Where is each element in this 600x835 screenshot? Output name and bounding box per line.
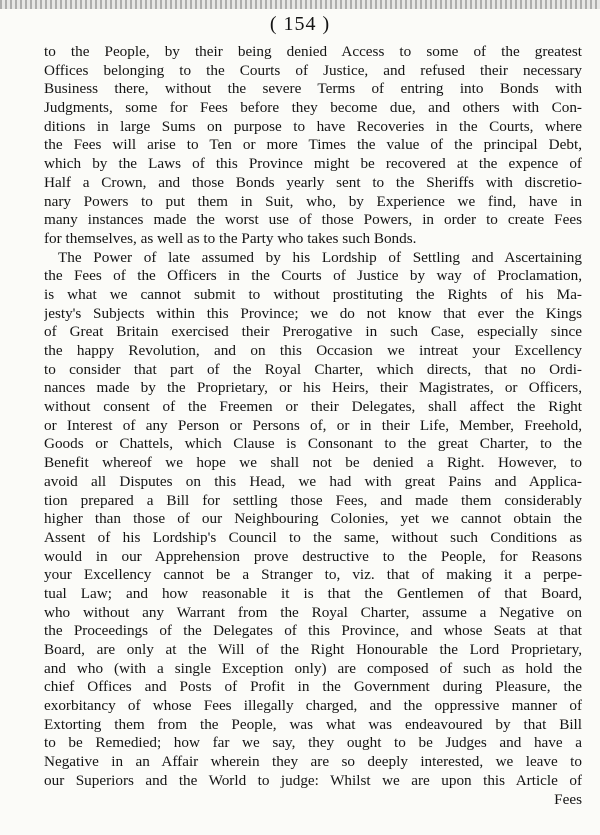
text-line: would in our Apprehension prove destructive to the People, for Reasons	[44, 547, 582, 565]
text-line: for themselves, as well as to the Party who takes such Bonds.	[44, 229, 417, 247]
text-line: which by the Laws of this Province might be recovered at the expence of	[44, 155, 582, 173]
text-line: The Power of late assumed by his Lordship of Settling and Ascertaining	[58, 248, 582, 266]
text-line: nances made by the Proprietary, or his Heirs, their Magistrates, or Officers,	[44, 379, 582, 397]
text-line: Half a Crown, and those Bonds yearly sent to the Sheriffs with discretio-	[44, 173, 582, 191]
text-line: chief Offices and Posts of Profit in the Government during Pleasure, the	[44, 678, 582, 696]
text-line: our Superiors and the World to judge: Whilst we are upon this Article of	[44, 771, 582, 789]
text-line: Business there, without the severe Terms of entring into Bonds with	[44, 80, 582, 98]
text-line: the Proceedings of the Delegates of this Province, and whose Seats at that	[44, 622, 582, 640]
text-line: the Fees of the Officers in the Courts of Justice by way of Proclamation,	[44, 267, 582, 285]
text-line: Offices belonging to the Courts of Justice, and refused their necessary	[44, 61, 582, 79]
scan-header-strip	[0, 0, 600, 9]
text-line: tion prepared a Bill for settling those Fees, and made them considerably	[44, 491, 582, 509]
text-line: Board, are only at the Will of the Right Honourable the Lord Proprietary,	[44, 641, 582, 658]
text-line: without consent of the Freemen or their Delegates, shall affect the Right	[44, 398, 582, 416]
text-line: higher than those of our Neighbouring Colonies, yet we cannot obtain the	[44, 510, 582, 528]
text-line: Extorting them from the People, was what was endeavoured by that Bill	[44, 715, 582, 733]
text-line: Negative in an Affair wherein they are so deeply interested, we leave to	[44, 753, 582, 771]
text-line: many instances made the worst use of those Powers, in order to create Fees	[44, 211, 582, 229]
text-line: to be Remedied; how far we say, they ought to be Judges and have a	[44, 734, 582, 752]
text-line: the happy Revolution, and on this Occasion we intreat your Excellency	[44, 342, 582, 359]
text-line: your Excellency cannot be a Stranger to, viz. that of making it a perpe-	[44, 566, 582, 584]
text-line: Benefit whereof we hope we shall not be denied a Right. However, to	[44, 454, 582, 472]
text-line: to the People, by their being denied Access to some of the greatest	[44, 43, 582, 60]
text-line: to consider that part of the Royal Charter, which directs, that no Ordi-	[44, 360, 582, 378]
text-line: exorbitancy of whose Fees illegally charged, and the oppressive manner of	[44, 697, 582, 715]
text-line: avoid all Disputes on this Head, we had with great Pains and Applica-	[44, 472, 582, 490]
text-line: nary Powers to put them in Suit, who, by Experience we find, have in	[44, 192, 582, 210]
page-number: ( 154 )	[269, 13, 331, 35]
body-text	[44, 43, 582, 809]
text-line: Assent of his Lordship's Council to the same, without such Conditions as	[44, 528, 582, 546]
text-line: Goods or Chattels, which Clause is Consonant to the great Charter, to the	[44, 435, 582, 453]
text-line: Judgments, some for Fees before they become due, and others with Con-	[44, 99, 582, 117]
text-line: jesty's Subjects within this Province; we do not know that ever the Kings	[44, 304, 582, 322]
catchword: Fees	[554, 790, 582, 808]
text-line: and who (with a single Exception only) are composed of such as hold the	[44, 659, 582, 677]
text-line: tual Law; and how reasonable it is that the Gentlemen of that Board,	[44, 584, 582, 602]
text-line: who without any Warrant from the Royal Charter, assume a Negative on	[44, 603, 582, 621]
text-line: ditions in large Sums on purpose to have Recoveries in the Courts, where	[44, 117, 582, 135]
text-line: of Great Britain exercised their Prerogative in such Case, especially since	[44, 323, 582, 341]
text-line: or Interest of any Person or Persons of, or in their Life, Member, Freehold,	[44, 416, 582, 434]
text-line: is what we cannot submit to without prostituting the Rights of his Ma-	[44, 285, 582, 303]
text-line: the Fees will arise to Ten or more Times the value of the principal Debt,	[44, 136, 582, 154]
